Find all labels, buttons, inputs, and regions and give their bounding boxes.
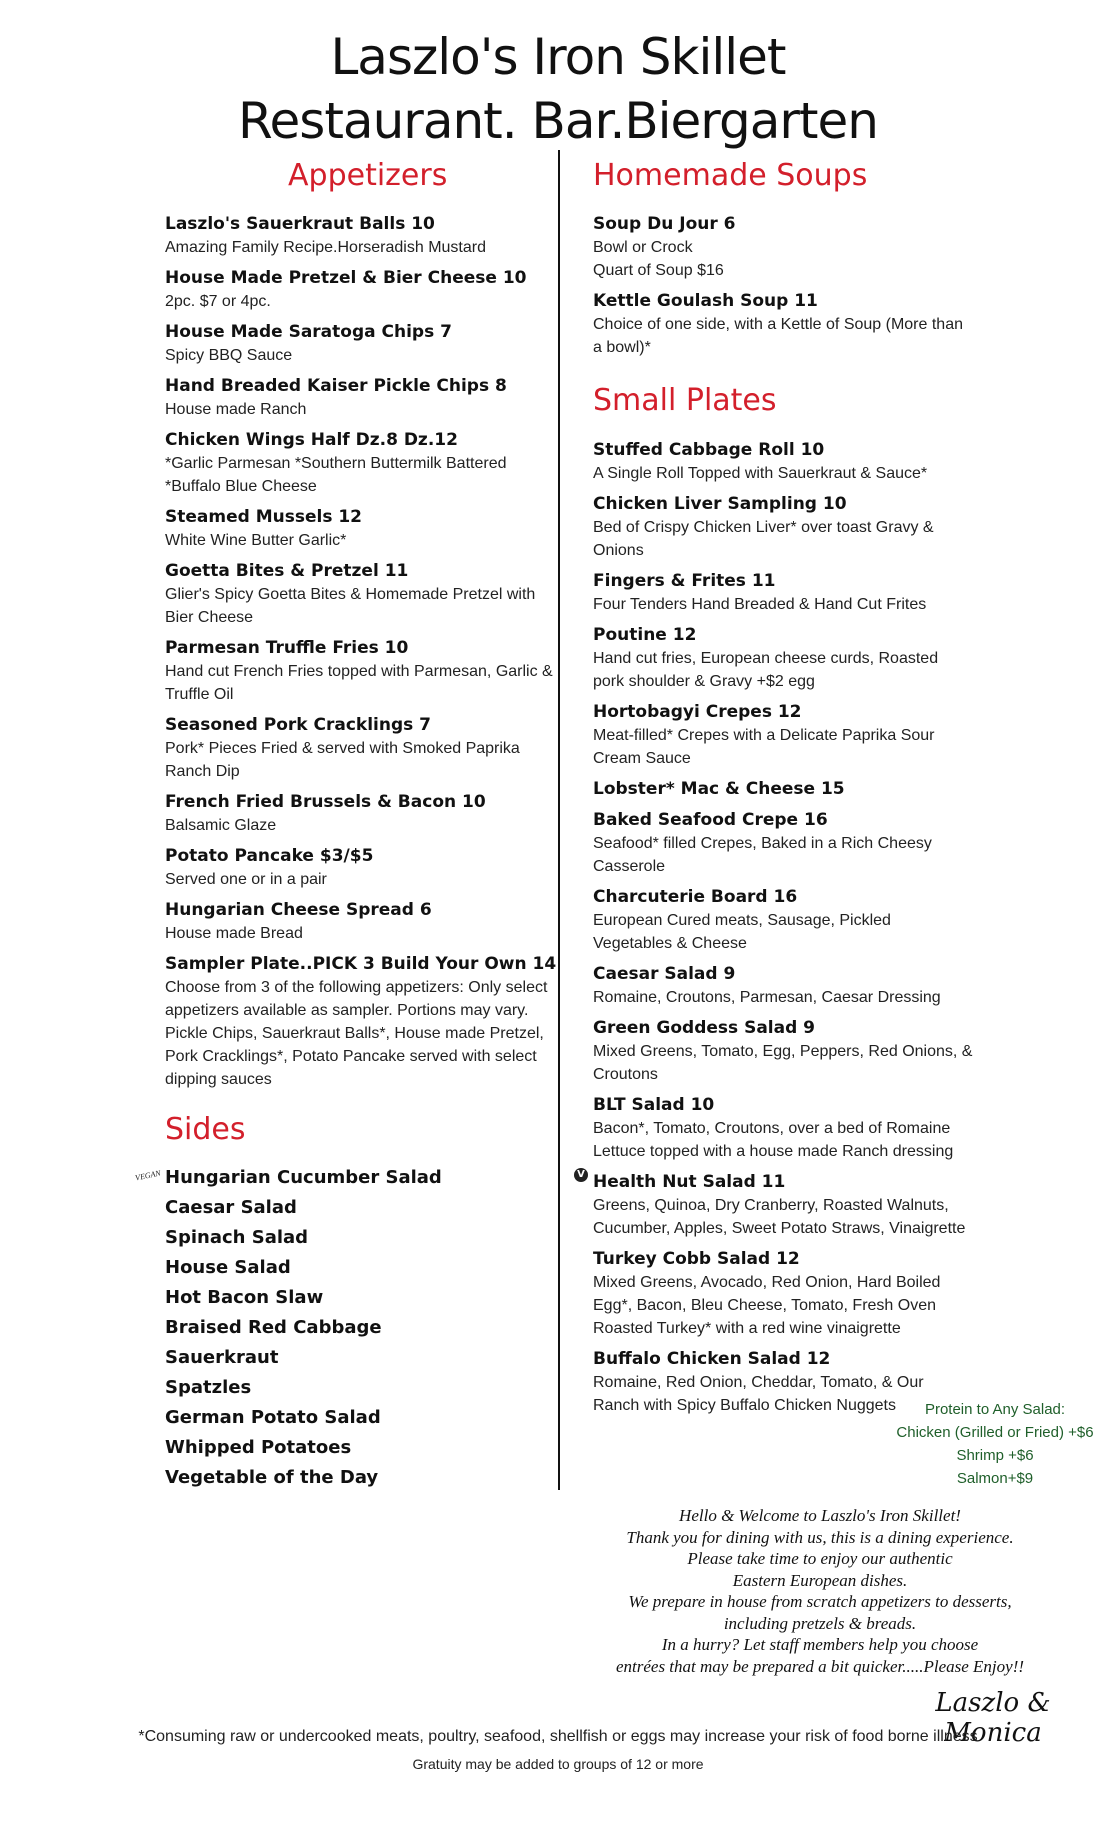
food-safety-disclaimer: *Consuming raw or undercooked meats, poultry, seafood, shellfish or eggs may increase your risk of food borne illness xyxy=(138,1728,978,1745)
item-name: Hand Breaded Kaiser Pickle Chips 8 xyxy=(165,376,507,396)
welcome-message xyxy=(560,1505,1080,1677)
menu-item xyxy=(593,1247,973,1340)
item-name: Chicken Wings Half Dz.8 Dz.12 xyxy=(165,430,458,450)
item-name: Chicken Liver Sampling 10 xyxy=(593,494,847,514)
item-name: Parmesan Truffle Fries 10 xyxy=(165,638,409,658)
item-name: Health Nut Salad 11 xyxy=(593,1172,786,1192)
item-name: Goetta Bites & Pretzel 11 xyxy=(165,561,409,581)
item-description: *Garlic Parmesan *Southern Buttermilk Battered *Buffalo Blue Cheese xyxy=(165,455,507,495)
menu-item xyxy=(593,289,973,359)
side-item: Braised Red Cabbage xyxy=(165,1317,382,1338)
item-name: French Fried Brussels & Bacon 10 xyxy=(165,792,486,812)
welcome-line: Hello & Welcome to Laszlo's Iron Skillet! xyxy=(679,1506,961,1525)
menu-item xyxy=(593,1093,973,1163)
item-name: Steamed Mussels 12 xyxy=(165,507,363,527)
menu-item xyxy=(165,559,565,629)
side-item: Caesar Salad xyxy=(165,1197,297,1218)
side-item: Hungarian Cucumber Salad xyxy=(165,1167,442,1188)
item-name: Laszlo's Sauerkraut Balls 10 xyxy=(165,214,435,234)
gratuity-note: Gratuity may be added to groups of 12 or more xyxy=(412,1756,704,1772)
welcome-line: We prepare in house from scratch appetizers to desserts, xyxy=(628,1592,1012,1611)
item-name: Fingers & Frites 11 xyxy=(593,571,776,591)
welcome-line: Please take time to enjoy our authentic xyxy=(687,1549,953,1568)
welcome-line: Thank you for dining with us, this is a dining experience. xyxy=(626,1527,1014,1547)
item-description: White Wine Butter Garlic* xyxy=(165,532,347,549)
item-description: Meat-filled* Crepes with a Delicate Paprika Sour Cream Sauce xyxy=(593,727,935,767)
item-description: Mixed Greens, Tomato, Egg, Peppers, Red Onions, & Croutons xyxy=(593,1043,973,1083)
item-description: Balsamic Glaze xyxy=(165,817,277,834)
item-name: Kettle Goulash Soup 11 xyxy=(593,291,818,311)
menu-item xyxy=(593,492,973,562)
menu-item xyxy=(165,844,565,891)
soups-heading: Homemade Soups xyxy=(593,158,868,193)
item-name: Caesar Salad 9 xyxy=(593,964,736,984)
sides-list xyxy=(165,1163,545,1493)
item-description: House made Ranch xyxy=(165,401,307,418)
item-description: Quart of Soup $16 xyxy=(593,262,724,279)
item-description: Mixed Greens, Avocado, Red Onion, Hard Boiled Egg*, Bacon, Bleu Cheese, Tomato, Fresh Oven Roasted Turkey* with a red wine vinaigrette xyxy=(593,1274,941,1337)
vegetarian-mark: V xyxy=(574,1168,588,1182)
item-name: Seasoned Pork Cracklings 7 xyxy=(165,715,432,735)
item-name: Poutine 12 xyxy=(593,625,697,645)
sides-heading: Sides xyxy=(165,1112,246,1147)
item-description: Glier's Spicy Goetta Bites & Homemade Pretzel with Bier Cheese xyxy=(165,586,536,626)
item-description: European Cured meats, Sausage, Pickled Vegetables & Cheese xyxy=(593,912,891,952)
menu-item xyxy=(593,569,973,616)
protein-addons xyxy=(880,1398,1110,1490)
menu-item xyxy=(593,700,973,770)
restaurant-tagline: Restaurant. Bar.Biergarten xyxy=(238,92,878,150)
item-description: Amazing Family Recipe.Horseradish Mustard xyxy=(165,239,486,256)
item-name: Potato Pancake $3/$5 xyxy=(165,846,374,866)
item-description: 2pc. $7 or 4pc. xyxy=(165,293,271,310)
side-item: Sauerkraut xyxy=(165,1347,279,1368)
menu-item xyxy=(165,320,565,367)
welcome-line: In a hurry? Let staff members help you choose xyxy=(661,1635,979,1654)
menu-item xyxy=(593,438,973,485)
menu-item xyxy=(593,777,973,801)
protein-option: Chicken (Grilled or Fried) +$6 xyxy=(896,1424,1094,1441)
item-description: Romaine, Red Onion, Cheddar, Tomato, & Our Ranch with Spicy Buffalo Chicken Nuggets xyxy=(593,1374,924,1414)
item-description: Bed of Crispy Chicken Liver* over toast Gravy & Onions xyxy=(593,519,934,559)
item-description: Bacon*, Tomato, Croutons, over a bed of Romaine Lettuce topped with a house made Ranch dressing xyxy=(593,1120,954,1160)
menu-item xyxy=(165,790,565,837)
menu-item xyxy=(165,505,565,552)
side-item: German Potato Salad xyxy=(165,1407,381,1428)
vegan-label: VEGAN xyxy=(134,1168,162,1183)
protein-option: Shrimp +$6 xyxy=(956,1447,1034,1464)
welcome-line: including pretzels & breads. xyxy=(723,1613,917,1633)
item-description: Romaine, Croutons, Parmesan, Caesar Dressing xyxy=(593,989,941,1006)
item-name: Hungarian Cheese Spread 6 xyxy=(165,900,432,920)
item-name: Stuffed Cabbage Roll 10 xyxy=(593,440,825,460)
side-item: Spinach Salad xyxy=(165,1227,309,1248)
item-description: Hand cut fries, European cheese curds, Roasted pork shoulder & Gravy +$2 egg xyxy=(593,650,939,690)
menu-item xyxy=(165,898,565,945)
item-name: BLT Salad 10 xyxy=(593,1095,715,1115)
item-name: House Made Pretzel & Bier Cheese 10 xyxy=(165,268,527,288)
side-item: Vegetable of the Day xyxy=(165,1467,379,1488)
item-name: Buffalo Chicken Salad 12 xyxy=(593,1349,831,1369)
item-name: Turkey Cobb Salad 12 xyxy=(593,1249,800,1269)
item-description: Seafood* filled Crepes, Baked in a Rich Cheesy Casserole xyxy=(593,835,932,875)
owner-signature: Laszlo & Monica xyxy=(935,1688,1051,1748)
item-description: A Single Roll Topped with Sauerkraut & Sauce* xyxy=(593,465,928,482)
menu-item xyxy=(165,266,565,313)
menu-item xyxy=(165,952,565,1091)
item-description: House made Bread xyxy=(165,925,303,942)
item-description: Four Tenders Hand Breaded & Hand Cut Frites xyxy=(593,596,927,613)
item-name: House Made Saratoga Chips 7 xyxy=(165,322,452,342)
item-description: Choose from 3 of the following appetizers: Only select appetizers available as sampler. Portions may vary. Pickle Chips, Sauerkraut Balls*, House made Pretzel, Pork Cracklings*, Potato Pancake served with select dipping sauces xyxy=(165,979,548,1088)
item-name: Green Goddess Salad 9 xyxy=(593,1018,816,1038)
item-description: Greens, Quinoa, Dry Cranberry, Roasted Walnuts, Cucumber, Apples, Sweet Potato Straws, Vinaigrette xyxy=(593,1197,966,1237)
welcome-line: Eastern European dishes. xyxy=(732,1570,908,1590)
item-description: Spicy BBQ Sauce xyxy=(165,347,293,364)
item-name: Sampler Plate..PICK 3 Build Your Own 14 xyxy=(165,954,557,974)
menu-item xyxy=(593,885,973,955)
menu-item xyxy=(593,962,973,1009)
side-item: House Salad xyxy=(165,1257,291,1278)
small-plates-heading: Small Plates xyxy=(593,383,777,418)
item-name: Lobster* Mac & Cheese 15 xyxy=(593,779,845,799)
item-description: Choice of one side, with a Kettle of Soup (More than a bowl)* xyxy=(593,316,963,356)
protein-option: Salmon+$9 xyxy=(956,1470,1034,1487)
soups-list xyxy=(593,212,973,366)
appetizers-heading: Appetizers xyxy=(288,158,448,193)
menu-item xyxy=(165,374,565,421)
small-plates-list xyxy=(593,438,973,1424)
menu-item xyxy=(593,1016,973,1086)
item-name: Baked Seafood Crepe 16 xyxy=(593,810,828,830)
item-description: Pork* Pieces Fried & served with Smoked Paprika Ranch Dip xyxy=(165,740,520,780)
item-description: Bowl or Crock xyxy=(593,239,693,256)
item-name: Hortobagyi Crepes 12 xyxy=(593,702,802,722)
item-description: Hand cut French Fries topped with Parmesan, Garlic & Truffle Oil xyxy=(165,663,553,703)
item-name: Soup Du Jour 6 xyxy=(593,214,736,234)
item-name: Charcuterie Board 16 xyxy=(593,887,798,907)
menu-item xyxy=(165,212,565,259)
side-item: Hot Bacon Slaw xyxy=(165,1287,324,1308)
menu-item xyxy=(593,212,973,282)
menu-item xyxy=(593,1170,973,1240)
menu-item xyxy=(165,428,565,498)
side-item: Spatzles xyxy=(165,1377,252,1398)
protein-title: Protein to Any Salad: xyxy=(924,1401,1066,1418)
item-description: Served one or in a pair xyxy=(165,871,327,888)
welcome-line: entrées that may be prepared a bit quicker.....Please Enjoy!! xyxy=(615,1656,1025,1676)
appetizers-list xyxy=(165,212,565,1098)
menu-item xyxy=(165,713,565,783)
menu-item xyxy=(593,623,973,693)
menu-item xyxy=(593,808,973,878)
restaurant-name: Laszlo's Iron Skillet xyxy=(330,28,786,86)
menu-item xyxy=(165,636,565,706)
side-item: Whipped Potatoes xyxy=(165,1437,352,1458)
